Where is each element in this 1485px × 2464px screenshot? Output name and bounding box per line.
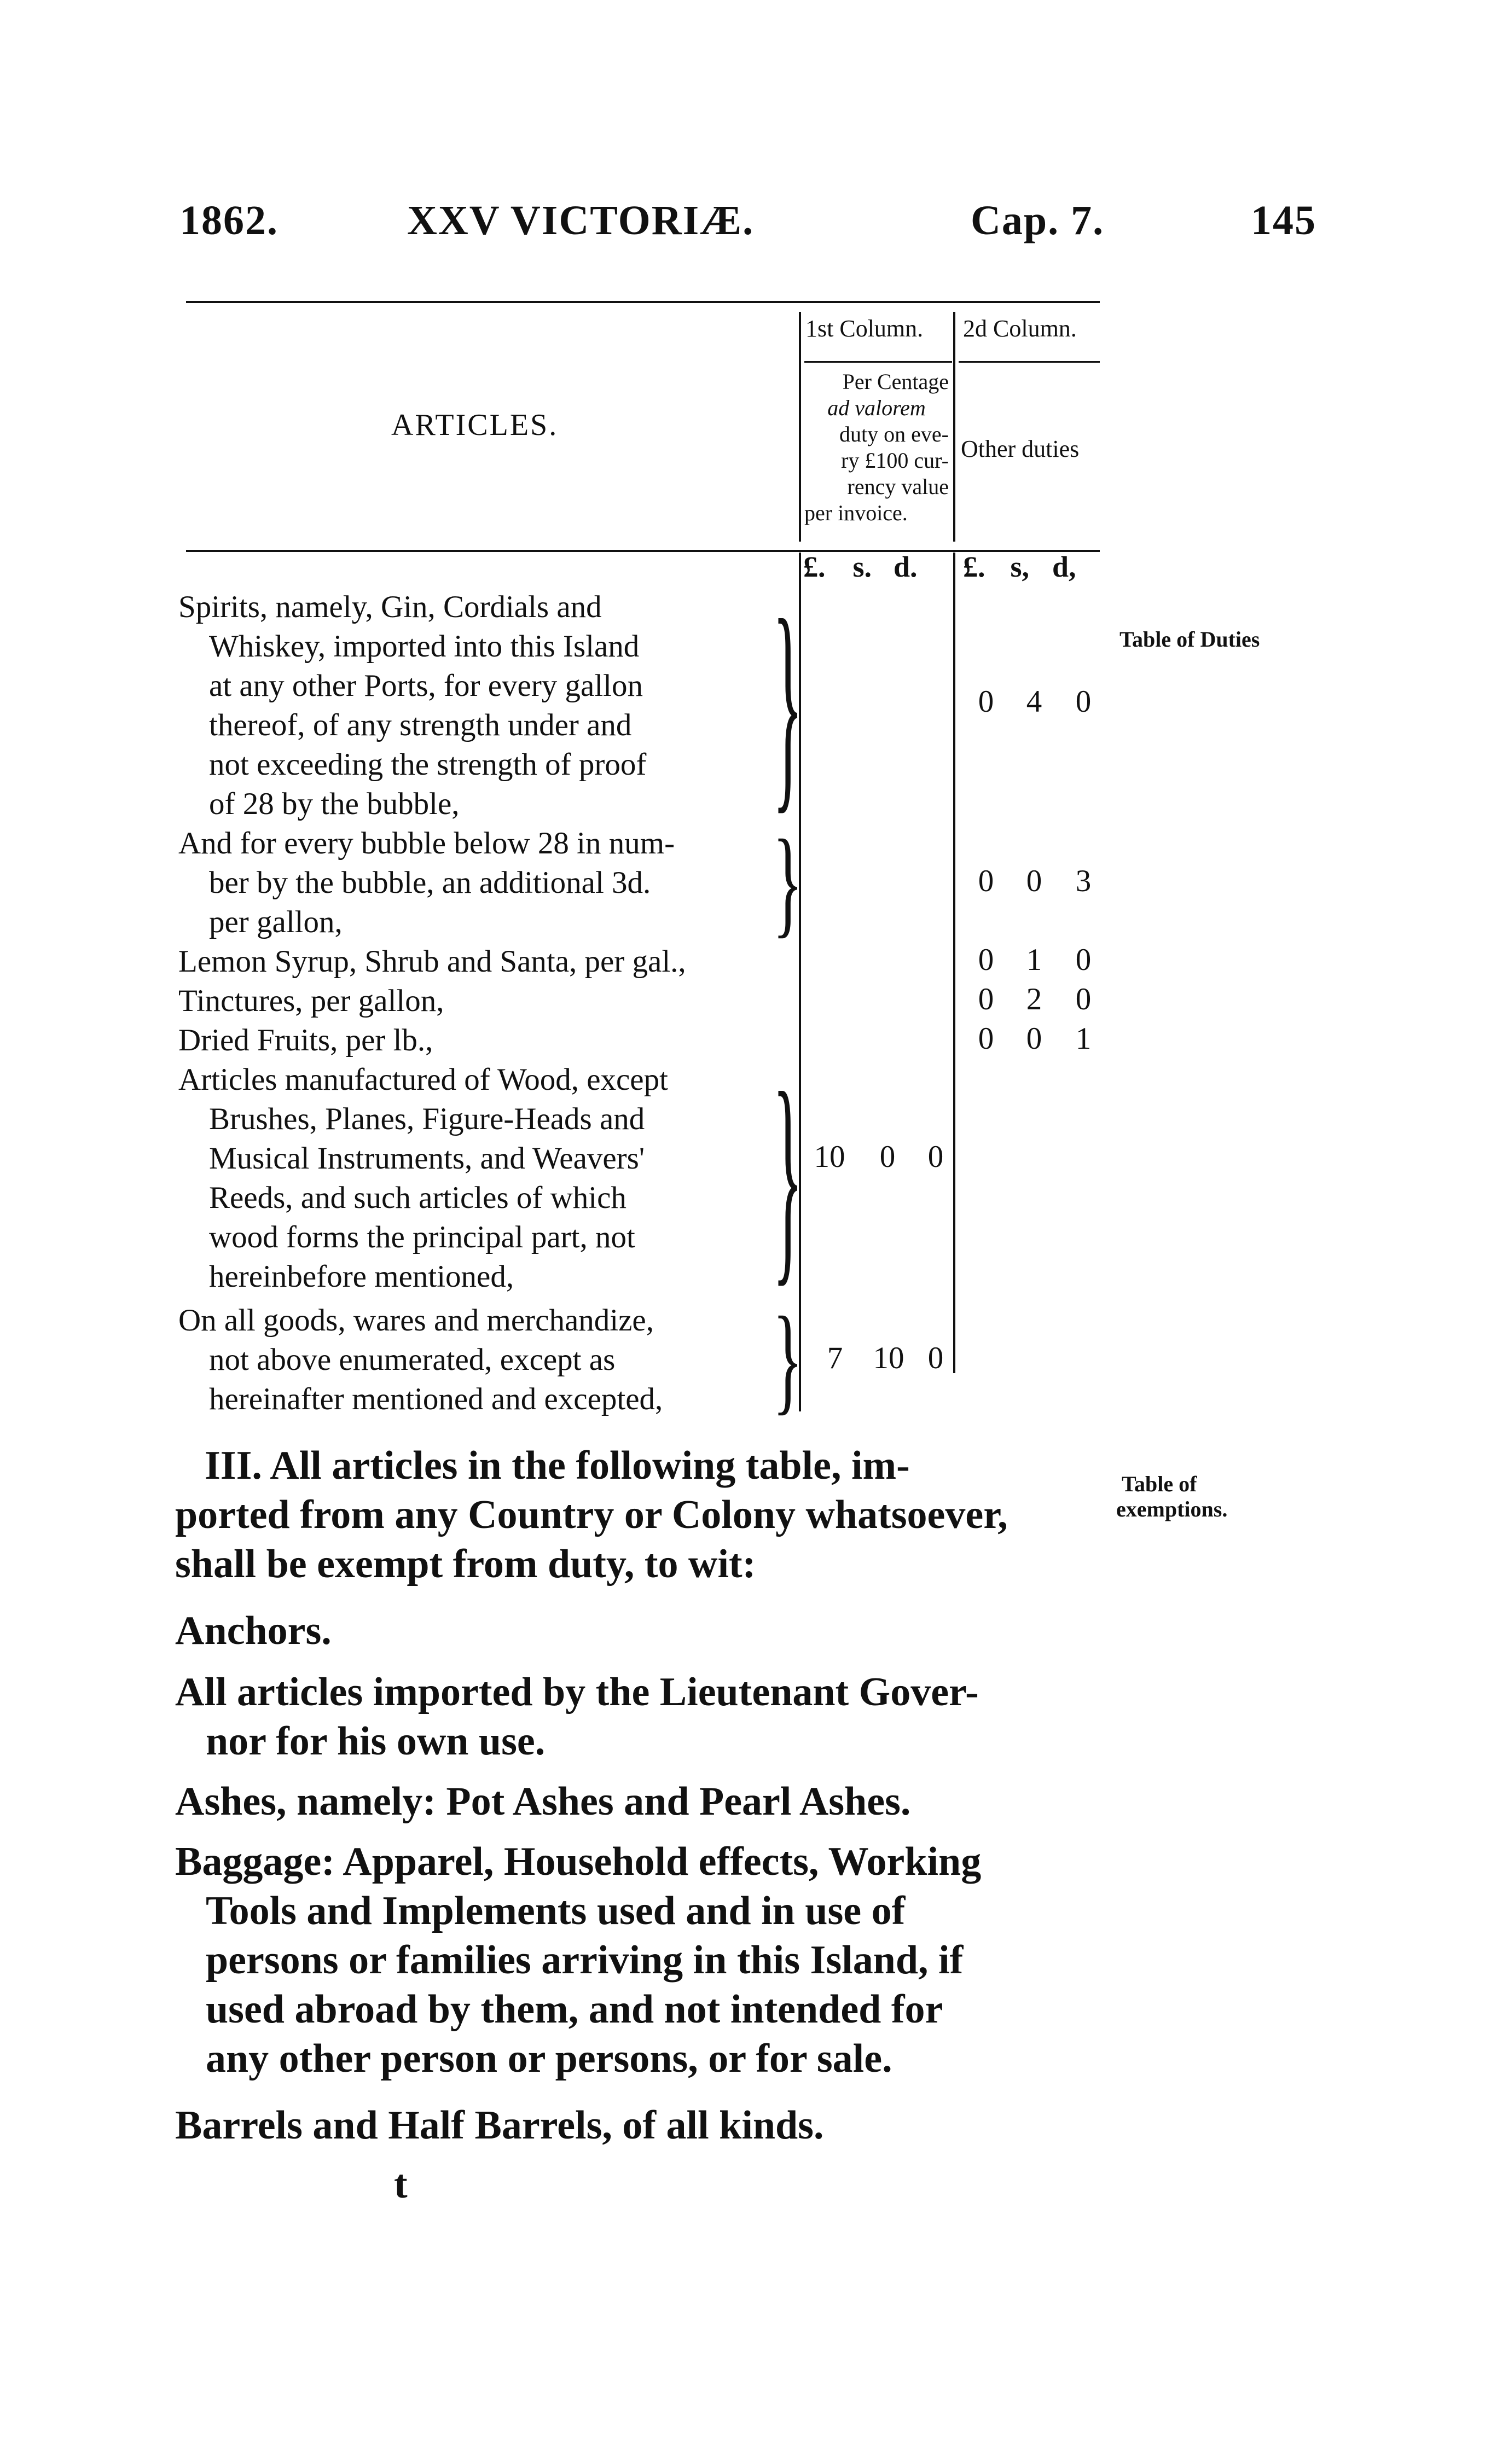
table-row: Tinctures, per gallon,: [178, 984, 444, 1018]
cell-shillings: 10: [873, 1341, 904, 1375]
col1-units: £. s. d.: [803, 550, 918, 583]
col2-heading: 2d Column.: [963, 315, 1077, 342]
brace-icon: }: [773, 573, 803, 834]
page-number: 145: [1251, 197, 1316, 243]
brace-icon: }: [773, 815, 803, 949]
cell-pounds: 0: [978, 1021, 994, 1056]
cell-shillings: 4: [1026, 684, 1042, 719]
table-row: Articles manufactured of Wood, except Brushes, Planes, Figure-Heads and Musical Instruments, and Weavers' Reeds, and such articles of which wood forms the principal part, not hereinbefore mentioned,: [178, 1062, 668, 1294]
brace-icon: }: [773, 1292, 803, 1426]
cell-shillings: 1: [1026, 943, 1042, 977]
table-row: Lemon Syrup, Shrub and Santa, per gal.,: [178, 944, 686, 979]
cell-shillings: 0: [879, 1140, 896, 1174]
col1-subheading: Per Centage ad valorem duty on eve- ry £100 cur- rency value per invoice.: [804, 369, 949, 525]
year: 1862.: [179, 197, 279, 243]
table-row: And for every bubble below 28 in num- ber by the bubble, an additional 3d. per gallon,: [178, 826, 675, 939]
cell-pence: 0: [927, 1341, 944, 1375]
list-item: Baggage: Apparel, Household effects, Working Tools and Implements used and in use of persons or families arriving in this Island, if used abroad by them, and not intended for any other person or persons, or for sale.: [175, 1839, 982, 2081]
col2-subheading: Other duties: [961, 435, 1080, 462]
cell-pence: 0: [1075, 943, 1092, 977]
table-top-rule: [186, 301, 1100, 303]
cell-shillings: 0: [1026, 1021, 1042, 1056]
list-item: Barrels and Half Barrels, of all kinds.: [175, 2103, 824, 2148]
signature-mark: t: [394, 2162, 408, 2207]
cell-pounds: 0: [978, 982, 994, 1016]
cell-pence: 0: [1075, 982, 1092, 1016]
margin-note-duties: Table of Duties: [1119, 627, 1260, 652]
cell-shillings: 0: [1026, 864, 1042, 898]
cell-pence: 1: [1075, 1021, 1092, 1056]
brace-icon: }: [773, 1045, 803, 1306]
cell-pence: 3: [1075, 864, 1092, 898]
table-row: Spirits, namely, Gin, Cordials and Whiskey, imported into this Island at any other Ports, for every gallon thereof, of any strength under and not exceeding the strength of proof of 28 by the bubble,: [178, 590, 647, 821]
col1-right-rule: [953, 312, 955, 542]
cell-pence: 0: [927, 1140, 944, 1174]
list-item: Ashes, namely: Pot Ashes and Pearl Ashes.: [175, 1779, 911, 1824]
section-paragraph: III. All articles in the following table, im- ported from any Country or Colony whatsoever, shall be exempt from duty, to wit:: [175, 1443, 1008, 1587]
col2-head-rule: [959, 361, 1100, 363]
col1-head-rule: [804, 361, 952, 363]
chapter: Cap. 7.: [971, 197, 1105, 243]
table-row: On all goods, wares and merchandize, not above enumerated, except as hereinafter mentioned and excepted,: [178, 1303, 663, 1416]
cell-pounds: 0: [978, 684, 994, 719]
cell-pounds: 10: [814, 1140, 845, 1174]
cell-pounds: 0: [978, 864, 994, 898]
cell-pounds: 7: [827, 1341, 843, 1375]
cell-pence: 0: [1075, 684, 1092, 719]
margin-note-exemptions: Table of exemptions.: [1116, 1472, 1228, 1521]
list-item: Anchors.: [175, 1608, 332, 1653]
cell-pounds: 0: [978, 943, 994, 977]
col1-body-right-rule: [953, 553, 955, 1373]
col1-left-rule: [799, 312, 801, 542]
cell-shillings: 2: [1026, 982, 1042, 1016]
articles-heading: ARTICLES.: [391, 408, 559, 442]
title: XXV VICTORIÆ.: [407, 197, 755, 243]
col2-units: £. s, d,: [963, 550, 1076, 583]
table-row: Dried Fruits, per lb.,: [178, 1023, 433, 1057]
col1-heading: 1st Column.: [805, 315, 924, 342]
list-item: All articles imported by the Lieutenant Gover- nor for his own use.: [175, 1670, 979, 1764]
